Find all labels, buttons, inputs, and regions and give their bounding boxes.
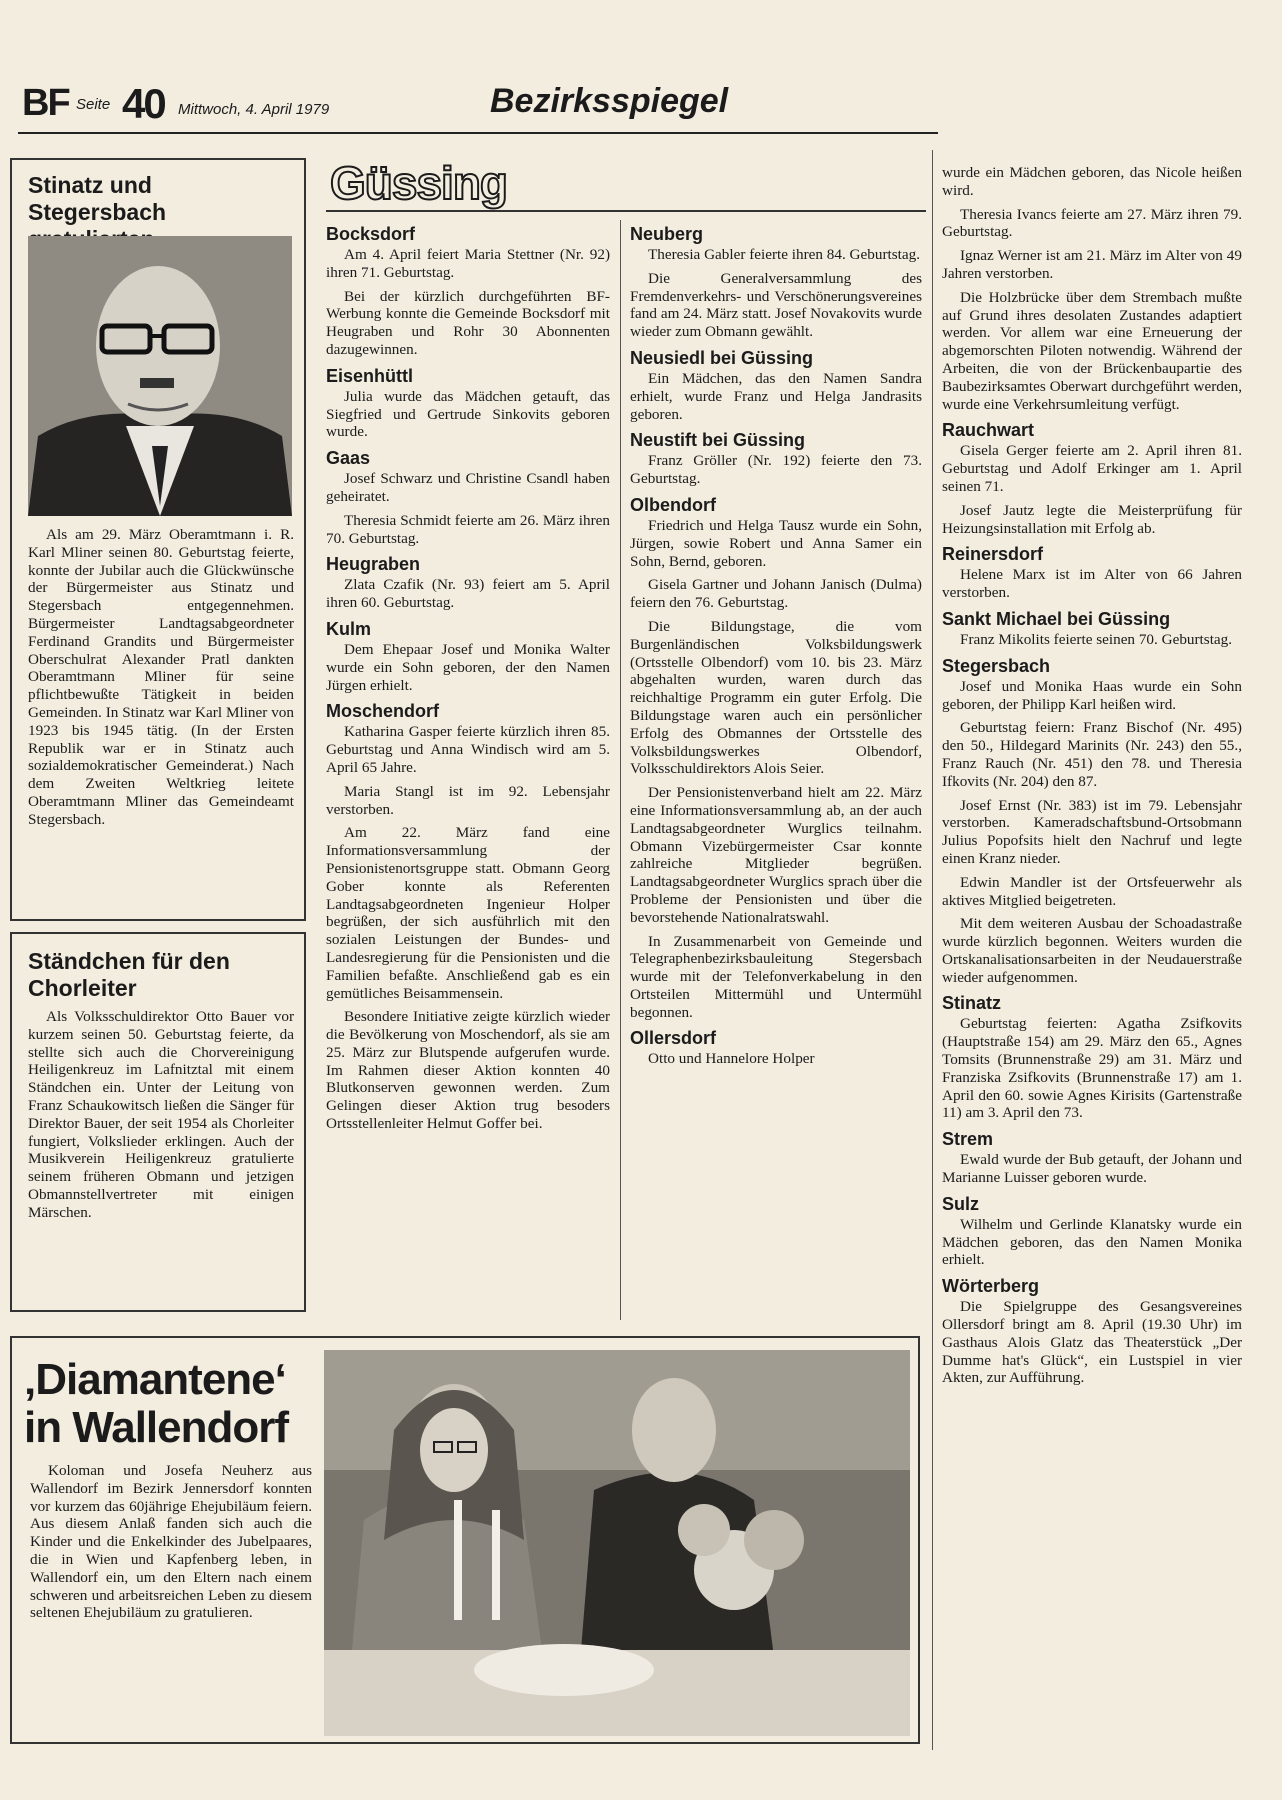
diamantene-title-line-1: ‚Diamantene‘	[24, 1355, 286, 1404]
section-rule	[326, 210, 926, 212]
news-paragraph: Theresia Schmidt feierte am 26. März ihren 70. Geburtstag.	[326, 511, 610, 547]
town-heading: Olbendorf	[630, 494, 716, 515]
news-paragraph: Der Pensionistenverband hielt am 22. März eine Informationsversammlung ab, an der auch Landtagsabgeordneter Wurglics teilnahm. Obmann Vizebürgermeister Csar konnte zahlreiche Mitglieder begrüßen. Landtagsabgeordneter Wurglics sprach über die Probleme der Pensionisten und über die bevorstehende Nationalratswahl.	[630, 784, 922, 926]
town-heading: Bocksdorf	[326, 224, 416, 244]
news-paragraph: In Zusammenarbeit von Gemeinde und Telegraphenbezirksbauleitung Stegersbach wurde mit der Telefonverkabelung in den Ortsteilen Mittermühl und Untermühl begonnen.	[630, 932, 922, 1021]
diamantene-paragraph: Koloman und Josefa Neuherz aus Wallendorf im Bezirk Jennersdorf konnten vor kurzem das 60jährige Ehejubiläum feiern. Aus diesem Anlaß fanden sich auch die Kinder und die Enkelkinder des Jubelpaares, die in Wien und Kapfenberg leben, in Wallendorf ein, um den Eltern nach einem schweren und arbeitsreichen Leben zu diesem seltenen Ehejubiläum zu gratulieren.	[30, 1462, 312, 1622]
page-number: 40	[122, 80, 165, 127]
town-heading: Sankt Michael bei Güssing	[942, 608, 1171, 629]
town-heading: Sulz	[942, 1193, 980, 1214]
page-label: Seite	[76, 96, 111, 113]
news-column-3	[942, 164, 1242, 1393]
section-title-guessing: Güssing	[330, 157, 508, 209]
portrait-illustration	[28, 236, 292, 516]
couple-illustration	[324, 1350, 910, 1736]
news-paragraph: Die Generalversammlung des Fremdenverkehrs- und Verschönerungsvereines fand am 24. März statt. Josef Novakovits wurde wieder zum Obmann gewählt.	[630, 269, 922, 341]
news-paragraph: Otto und Hannelore Holper	[648, 1050, 815, 1068]
town-heading: Neustift bei Güssing	[630, 430, 806, 451]
news-paragraph: Gisela Gerger feierte am 2. April ihren 81. Geburtstag und Adolf Erkinger am 1. April seinen 71.	[942, 442, 1242, 495]
news-paragraph: wurde ein Mädchen geboren, das Nicole heißen wird.	[942, 164, 1242, 199]
column-divider	[932, 150, 933, 1750]
town-heading: Rauchwart	[942, 420, 1035, 441]
news-paragraph: Theresia Ivancs feierte am 27. März ihren 79. Geburtstag.	[942, 205, 1242, 241]
diamantene-title	[24, 1356, 324, 1452]
box-stinatz-title: Stinatz und Stegersbach	[28, 172, 167, 225]
box-diamantene	[10, 1336, 920, 1744]
town-heading: Wörterberg	[942, 1276, 1040, 1297]
town-heading: Neuberg	[630, 224, 704, 244]
news-paragraph: Bei der kürzlich durchgeführten BF-Werbung konnte die Gemeinde Bocksdorf mit Heugraben und Rohr 30 Abonnenten dazugewinnen.	[326, 287, 610, 358]
news-paragraph: Ignaz Werner ist am 21. März im Alter von 49 Jahren verstorben.	[942, 247, 1242, 282]
town-heading: Stinatz	[942, 993, 1002, 1014]
news-paragraph: Julia wurde das Mädchen getauft, das Siegfried und Gertrude Sinkovits geboren wurde.	[326, 387, 610, 441]
news-paragraph: Wilhelm und Gerlinde Klanatsky wurde ein Mädchen geboren, das den Namen Monika erhielt.	[942, 1215, 1242, 1269]
news-column-1	[326, 220, 610, 1139]
box-stinatz	[10, 158, 306, 921]
portrait-photo	[28, 236, 292, 516]
town-heading: Heugraben	[326, 554, 421, 575]
town-heading: Strem	[942, 1129, 994, 1150]
header-rule	[18, 132, 938, 134]
town-heading: Kulm	[326, 618, 371, 639]
news-paragraph: Franz Mikolits feierte seinen 70. Geburtstag.	[960, 630, 1233, 648]
section-name: Bezirksspiegel	[490, 82, 729, 120]
town-heading: Gaas	[326, 448, 371, 469]
news-paragraph: Katharina Gasper feierte kürzlich ihren 85. Geburtstag und Anna Windisch wird am 5. April 65 Jahre.	[326, 723, 610, 776]
news-paragraph: Josef und Monika Haas wurde ein Sohn geboren, der Philipp Karl heißen wird.	[942, 677, 1242, 713]
box-stinatz-text	[28, 526, 294, 829]
news-paragraph: Besondere Initiative zeigte kürzlich wieder die Bevölkerung von Moschendorf, als sie am 25. März zur Blutspende aufgerufen wurde. Im Rahmen dieser Aktion konnten 40 Blutkonserven gewonnen werden. Zum Gelingen dieser Aktion trug besoders Ortsstellenleiter Helmut Goffer bei.	[326, 1008, 610, 1133]
news-paragraph: Maria Stangl ist im 92. Lebensjahr verstorben.	[326, 782, 610, 818]
news-paragraph: Am 4. April feiert Maria Stettner (Nr. 92) ihren 71. Geburtstag.	[326, 246, 610, 281]
news-paragraph: Ein Mädchen, das den Namen Sandra erhielt, wurde Franz und Helga Jandrasits geboren.	[630, 369, 922, 423]
news-paragraph: Am 22. März fand eine Informationsversammlung der Pensionistenortsgruppe statt. Obmann Georg Gober konnte als Referenten Landtagsabgeordneten Ingenieur Holper begrüßen, der sich ausführlich mit den sozialen Leistungen der Bundes- und Landesregierung für die Pensionisten und die Familien befaßte. Anschließend gab es ein gemütliches Beisammensein.	[326, 824, 610, 1002]
town-heading: Stegersbach	[942, 655, 1051, 676]
news-paragraph: Josef Jautz legte die Meisterprüfung für Heizungsinstallation mit Erfolg ab.	[942, 501, 1242, 537]
masthead-logo: BF	[22, 82, 69, 124]
issue-date: Mittwoch, 4. April 1979	[178, 101, 330, 118]
news-paragraph: Helene Marx ist im Alter von 66 Jahren verstorben.	[942, 566, 1242, 602]
town-heading: Reinersdorf	[942, 544, 1044, 565]
town-heading: Ollersdorf	[630, 1028, 717, 1049]
news-paragraph: Edwin Mandler ist der Ortsfeuerwehr als aktives Mitglied beigetreten.	[942, 873, 1242, 909]
news-paragraph: Die Bildungstage, die vom Burgenländischen Volksbildungswerk (Ortsstelle Olbendorf) vom 10. bis 23. März abgehalten wurden, waren durch das reichhaltige Programm ein guter Erfolg. Die Bildungstage waren auch ein persönlicher Erfolg des Obmannes der Ortsstelle des Volksbildungswerkes Olbendorf, Volksschuldirektors Alois Seier.	[630, 617, 922, 778]
news-paragraph: Die Holzbrücke über dem Strembach mußte auf Grund ihres desolaten Zustandes adaptiert werden. Vor allem war eine Erneuerung der abgemorschten Piloten notwendig. Während der Arbeiten, die von der Brückenbaupartie des Baubezirksamtes Oberwart durchgeführt werden, wurde eine Verkehrsumleitung verfügt.	[942, 288, 1242, 413]
town-heading: Eisenhüttl	[326, 365, 414, 386]
town-heading: Moschendorf	[326, 701, 440, 722]
news-paragraph: Geburtstag feiern: Franz Bischof (Nr. 495) den 50., Hildegard Marinits (Nr. 243) den 55., Franz Rauch (Nr. 451) den 78. und Theresia Ifkovits (Nr. 204) den 87.	[942, 719, 1242, 790]
box-stinatz-paragraph: Als am 29. März Oberamtmann i. R. Karl Mliner seinen 80. Geburtstag feierte, konnte der Jubilar auch die Glückwünsche der Bürgermeister aus Stinatz und Stegersbach entgegennehmen. Bürgermeister Landtagsabgeordneter Ferdinand Grandits und Bürgermeister Oberschulrat Alexander Pratl dankten Oberamtmann Mliner für seine pflichtbewußte Tätigkeit in beiden Gemeinden. In Stinatz war Karl Mliner von 1923 bis 1945 tätig. (In der Ersten Republik war er in Stinatz auch sozialdemokratischer Gemeinderat.) Nach dem Zweiten Weltkrieg leitete Oberamtmann Mliner das Gemeindeamt Stegersbach.	[28, 526, 294, 828]
news-paragraph: Josef Ernst (Nr. 383) ist im 79. Lebensjahr verstorben. Kameradschaftsbund-Ortsobmann Julius Popofsits hielt den Nachruf und legte einen Kranz nieder.	[942, 796, 1242, 867]
diamantene-title-line-2: in Wallendorf	[24, 1403, 289, 1452]
news-paragraph: Theresia Gabler feierte ihren 84. Geburtstag.	[648, 246, 920, 263]
news-paragraph: Josef Schwarz und Christine Csandl haben geheiratet.	[326, 470, 610, 505]
diamantene-text	[30, 1462, 312, 1622]
news-paragraph: Franz Gröller (Nr. 192) feierte den 73. Geburtstag.	[630, 452, 922, 488]
news-paragraph: Dem Ehepaar Josef und Monika Walter wurde ein Sohn geboren, der den Namen Jürgen erhielt.	[326, 640, 610, 694]
column-divider	[620, 220, 621, 1320]
news-paragraph: Gisela Gartner und Johann Janisch (Dulma) feiern den 76. Geburtstag.	[630, 576, 922, 612]
box-chorleiter-title: Ständchen für den Chorleiter	[28, 948, 230, 1001]
box-chorleiter-text	[28, 1008, 294, 1222]
box-chorleiter	[10, 932, 306, 1312]
town-heading: Neusiedl bei Güssing	[630, 347, 814, 368]
news-paragraph: Zlata Czafik (Nr. 93) feiert am 5. April ihren 60. Geburtstag.	[326, 576, 610, 612]
news-paragraph: Ewald wurde der Bub getauft, der Johann und Marianne Luisser geboren wurde.	[942, 1151, 1242, 1187]
news-paragraph: Friedrich und Helga Tausz wurde ein Sohn, Jürgen, sowie Robert und Anna Samer ein Sohn, Bernd, geboren.	[630, 516, 922, 570]
news-paragraph: Die Spielgruppe des Gesangsvereines Ollersdorf bringt am 8. April (19.30 Uhr) im Gasthaus Alois Glatz das Theaterstück „Der Dumme hat's Glück“, ein Lustspiel in vier Akten, zur Aufführung.	[942, 1298, 1242, 1387]
news-paragraph: Mit dem weiteren Ausbau der Schoadastraße wurde kürzlich begonnen. Weiters wurden die Ortskanalisationsarbeiten in der Neudauerstraße wieder aufgenommen.	[942, 915, 1242, 986]
box-chorleiter-paragraph: Als Volksschuldirektor Otto Bauer vor kurzem seinen 50. Geburtstag feierte, da stellte sich auch die Chorvereinigung Heiligenkreuz im Lafnitztal mit einem Ständchen ein. Unter der Leitung von Franz Schaukowitsch ließen die Sänger für Direktor Bauer, der seit 1954 als Chorleiter fungiert, Volkslieder erklingen. Auch der Musikverein Heiligenkreuz gratulierte seinem früheren Obmann und jetzigen Obmannstellvertreter mit einigen Märschen.	[28, 1008, 294, 1221]
news-paragraph: Geburtstag feierten: Agatha Zsifkovits (Hauptstraße 154) am 29. März den 65., Agnes Tomsits (Brunnenstraße 29) am 31. März und Franziska Zsifkovits (Brunnenstraße 17) am 1. April den 60. sowie Agnes Kirisits (Gartenstraße 11) am 3. April den 73.	[942, 1015, 1242, 1122]
couple-photo	[324, 1350, 910, 1736]
news-column-2	[630, 220, 922, 1074]
